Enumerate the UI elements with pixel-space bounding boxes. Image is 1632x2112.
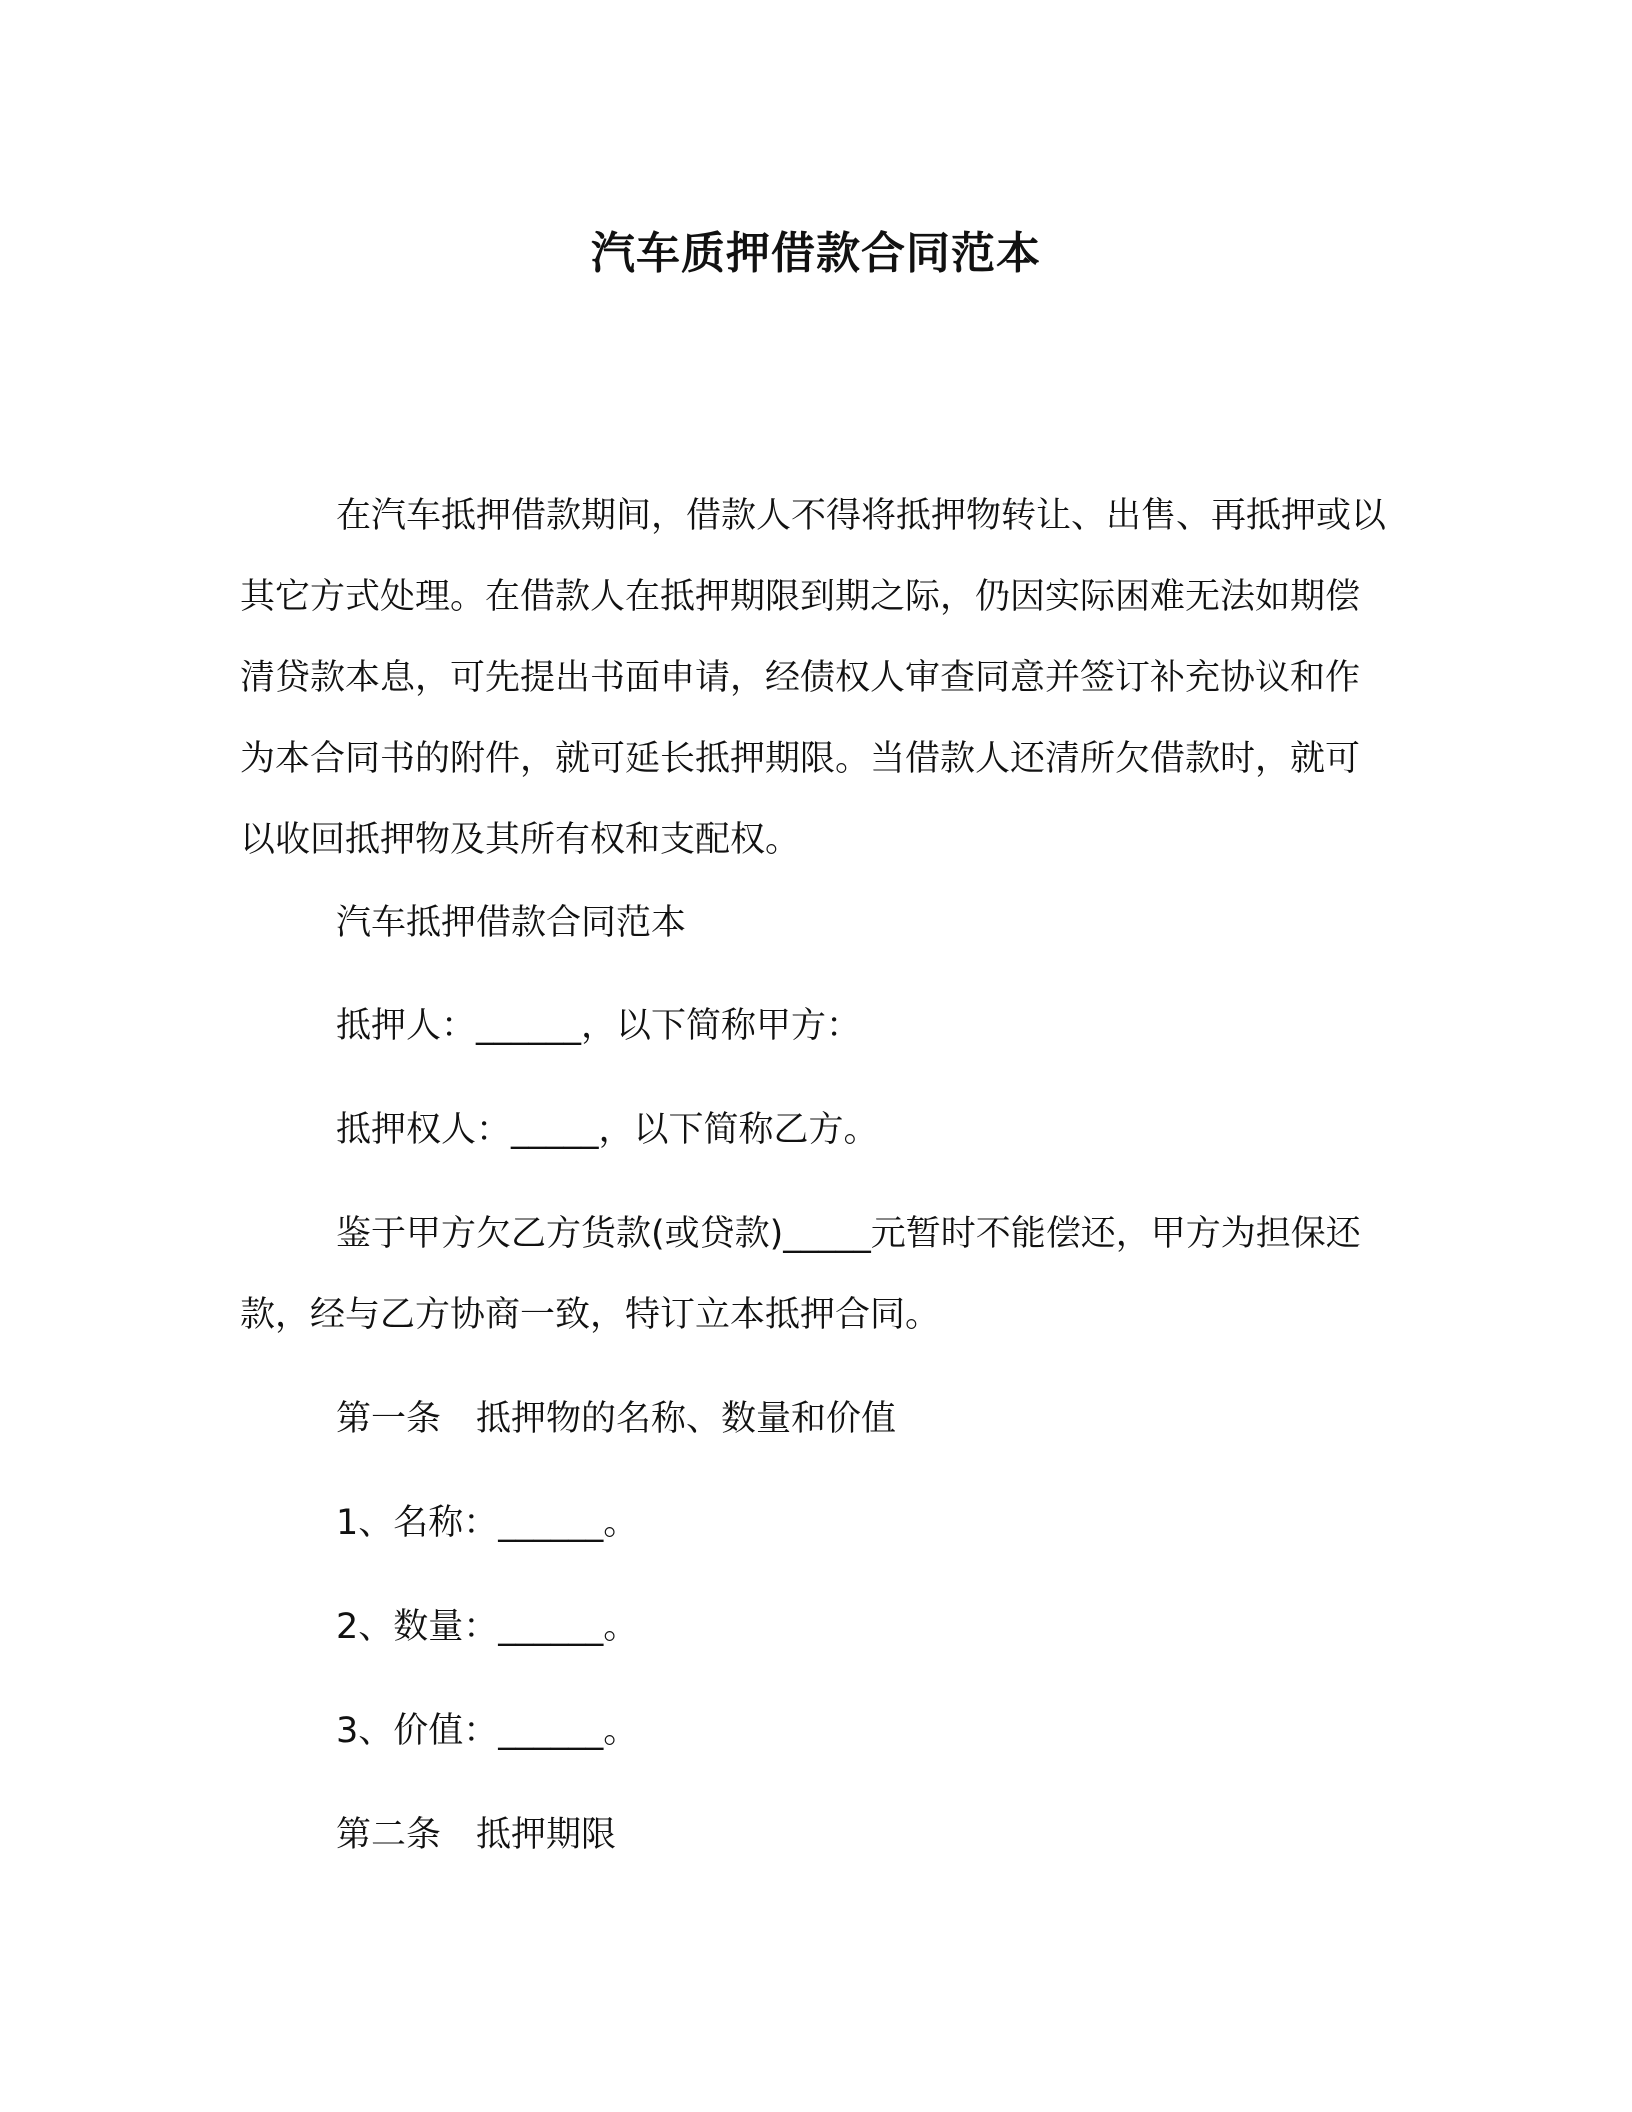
contract-subtitle: 汽车抵押借款合同范本	[336, 903, 687, 943]
party-b-line: 抵押权人：_____，以下简称乙方。	[336, 1110, 879, 1150]
article-1-heading: 第一条 抵押物的名称、数量和价值	[336, 1399, 897, 1439]
party-a-line: 抵押人：______，以下简称甲方：	[336, 1006, 862, 1046]
document-title: 汽车质押借款合同范本	[591, 228, 1041, 279]
item-quantity-line: 2、数量：______。	[336, 1607, 639, 1647]
intro-paragraph: 在汽车抵押借款期间，借款人不得将抵押物转让、出售、再抵押或以其它方式处理。在借款人在抵押期限到期之际，仍因实际困难无法如期偿清贷款本息，可先提出书面申请，经债权人审查同意并签订补充协议和作为本合同书的附件，就可延长抵押期限。当借款人还清所欠借款时，就可以收回抵押物及其所有权和支配权。	[240, 496, 1387, 860]
article-2-heading: 第二条 抵押期限	[336, 1815, 617, 1855]
item-value-line: 3、价值：______。	[336, 1711, 639, 1751]
item-name-line: 1、名称：______。	[336, 1503, 639, 1543]
recital-paragraph: 鉴于甲方欠乙方货款(或贷款)_____元暂时不能偿还，甲方为担保还款，经与乙方协商一致，特订立本抵押合同。	[240, 1214, 1361, 1335]
